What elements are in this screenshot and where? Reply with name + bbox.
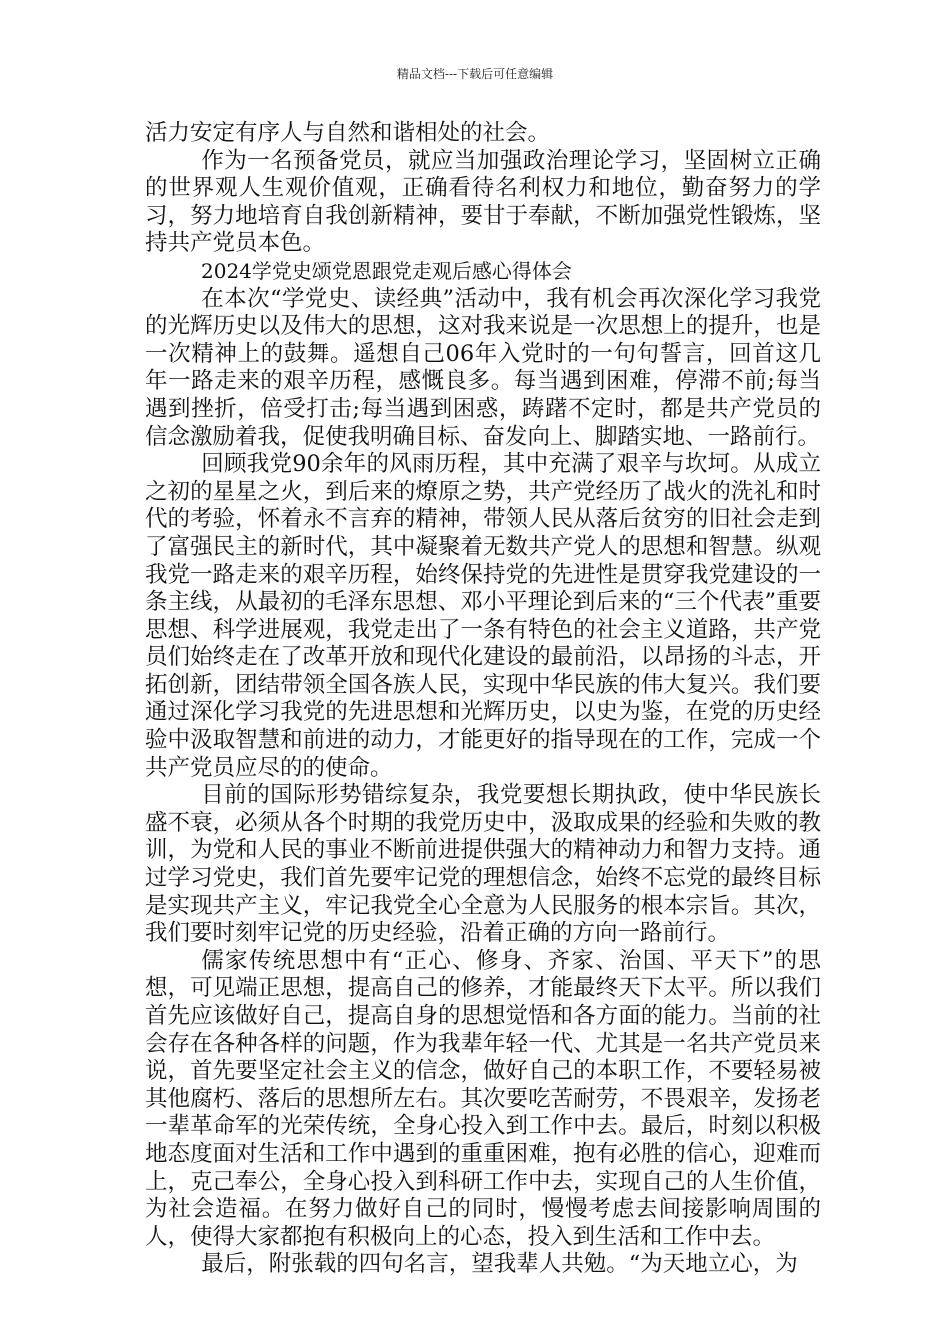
paragraph-confucian-thought: 儒家传统思想中有“正心、修身、齐家、治国、平天下”的思想，可见端正思想，提高自己的修养，才能最终天下太平。所以我们首先应该做好自己，提高自身的思想觉悟和各方面的能力。当前的社会存在各种各样的问题，作为我辈年轻一代、尤其是一名共产党员来说，首先要坚定社会主义的信念，做好自己的本职工作，不要轻易被其他腐朽、落后的思想所左右。其次要吃苦耐劳，不畏艰辛，发扬老一辈革命军的光荣传统，全身心投入到工作中去。最后，时刻以积极地态度面对生活和工作中遇到的重重困难，抱有必胜的信心，迎难而上，克己奉公，全身心投入到科研工作中去，实现自己的人生价值，为社会造福。在努力做好自己的同时，慢慢考虑去间接影响周围的人，使得大家都抱有积极向上的心态，投入到生活和工作中去。 — [145, 947, 821, 1250]
page-header: 精品文档---下载后可任意编辑 — [396, 67, 554, 81]
paragraph-activity: 在本次“学党史、读经典”活动中，我有机会再次深化学习我党的光辉历史以及伟大的思想，这对我来说是一次思想上的提升，也是一次精神上的鼓舞。遥想自己06年入党时的一句句誓言，回首这几年一路走来的艰辛历程，感慨良多。每当遇到困难，停滞不前;每当遇到挫折，倍受打击;每当遇到困惑，踌躇不定时，都是共产党员的信念激励着我，促使我明确目标、奋发向上、脚踏实地、一路前行。 — [145, 285, 821, 450]
section-title: 2024学党史颂党恩跟党走观后感心得体会 — [201, 258, 572, 283]
paragraph-continuation: 活力安定有序人与自然和谐相处的社会。 — [145, 120, 551, 146]
paragraph-history-review: 回顾我党90余年的风雨历程，其中充满了艰辛与坎坷。从成立之初的星星之火，到后来的燎原之势，共产党经历了战火的洗礼和时代的考验，怀着永不言弃的精神，带领人民从落后贫穷的旧社会走到了富强民主的新时代，其中凝聚着无数共产党人的思想和智慧。纵观我党一路走来的艰辛历程，始终保持党的先进性是贯穿我党建设的一条主线，从最初的毛泽东思想、邓小平理论到后来的“三个代表”重要思想、科学进展观，我党走出了一条有特色的社会主义道路，共产党员们始终走在了改革开放和现代化建设的最前沿，以昂扬的斗志，开拓创新，团结带领全国各族人民，实现中华民族的伟大复兴。我们要通过深化学习我党的先进思想和光辉历史，以史为鉴，在党的历史经验中汲取智慧和前进的动力，才能更好的指导现在的工作，完成一个共产党员应尽的的使命。 — [145, 451, 821, 781]
document-body — [145, 120, 821, 1279]
paragraph-probationary-member: 作为一名预备党员，就应当加强政治理论学习，坚固树立正确的世界观人生观价值观，正确看待名利权力和地位，勤奋努力的学习，努力地培育自我创新精神，要甘于奉献，不断加强党性锻炼，坚持共产党员本色。 — [145, 147, 821, 257]
paragraph-international-situation: 目前的国际形势错综复杂，我党要想长期执政，使中华民族长盛不衰，必须从各个时期的我党历史中，汲取成果的经验和失败的教训，为党和人民的事业不断前进提供强大的精神动力和智力支持。通过学习党史，我们首先要牢记党的理想信念，始终不忘党的最终目标是实现共产主义，牢记我党全心全意为人民服务的根本宗旨。其次，我们要时刻牢记党的历史经验，沿着正确的方向一路前行。 — [145, 782, 821, 947]
paragraph-closing-quote: 最后，附张载的四句名言，望我辈人共勉。“为天地立心，为 — [201, 1251, 798, 1278]
